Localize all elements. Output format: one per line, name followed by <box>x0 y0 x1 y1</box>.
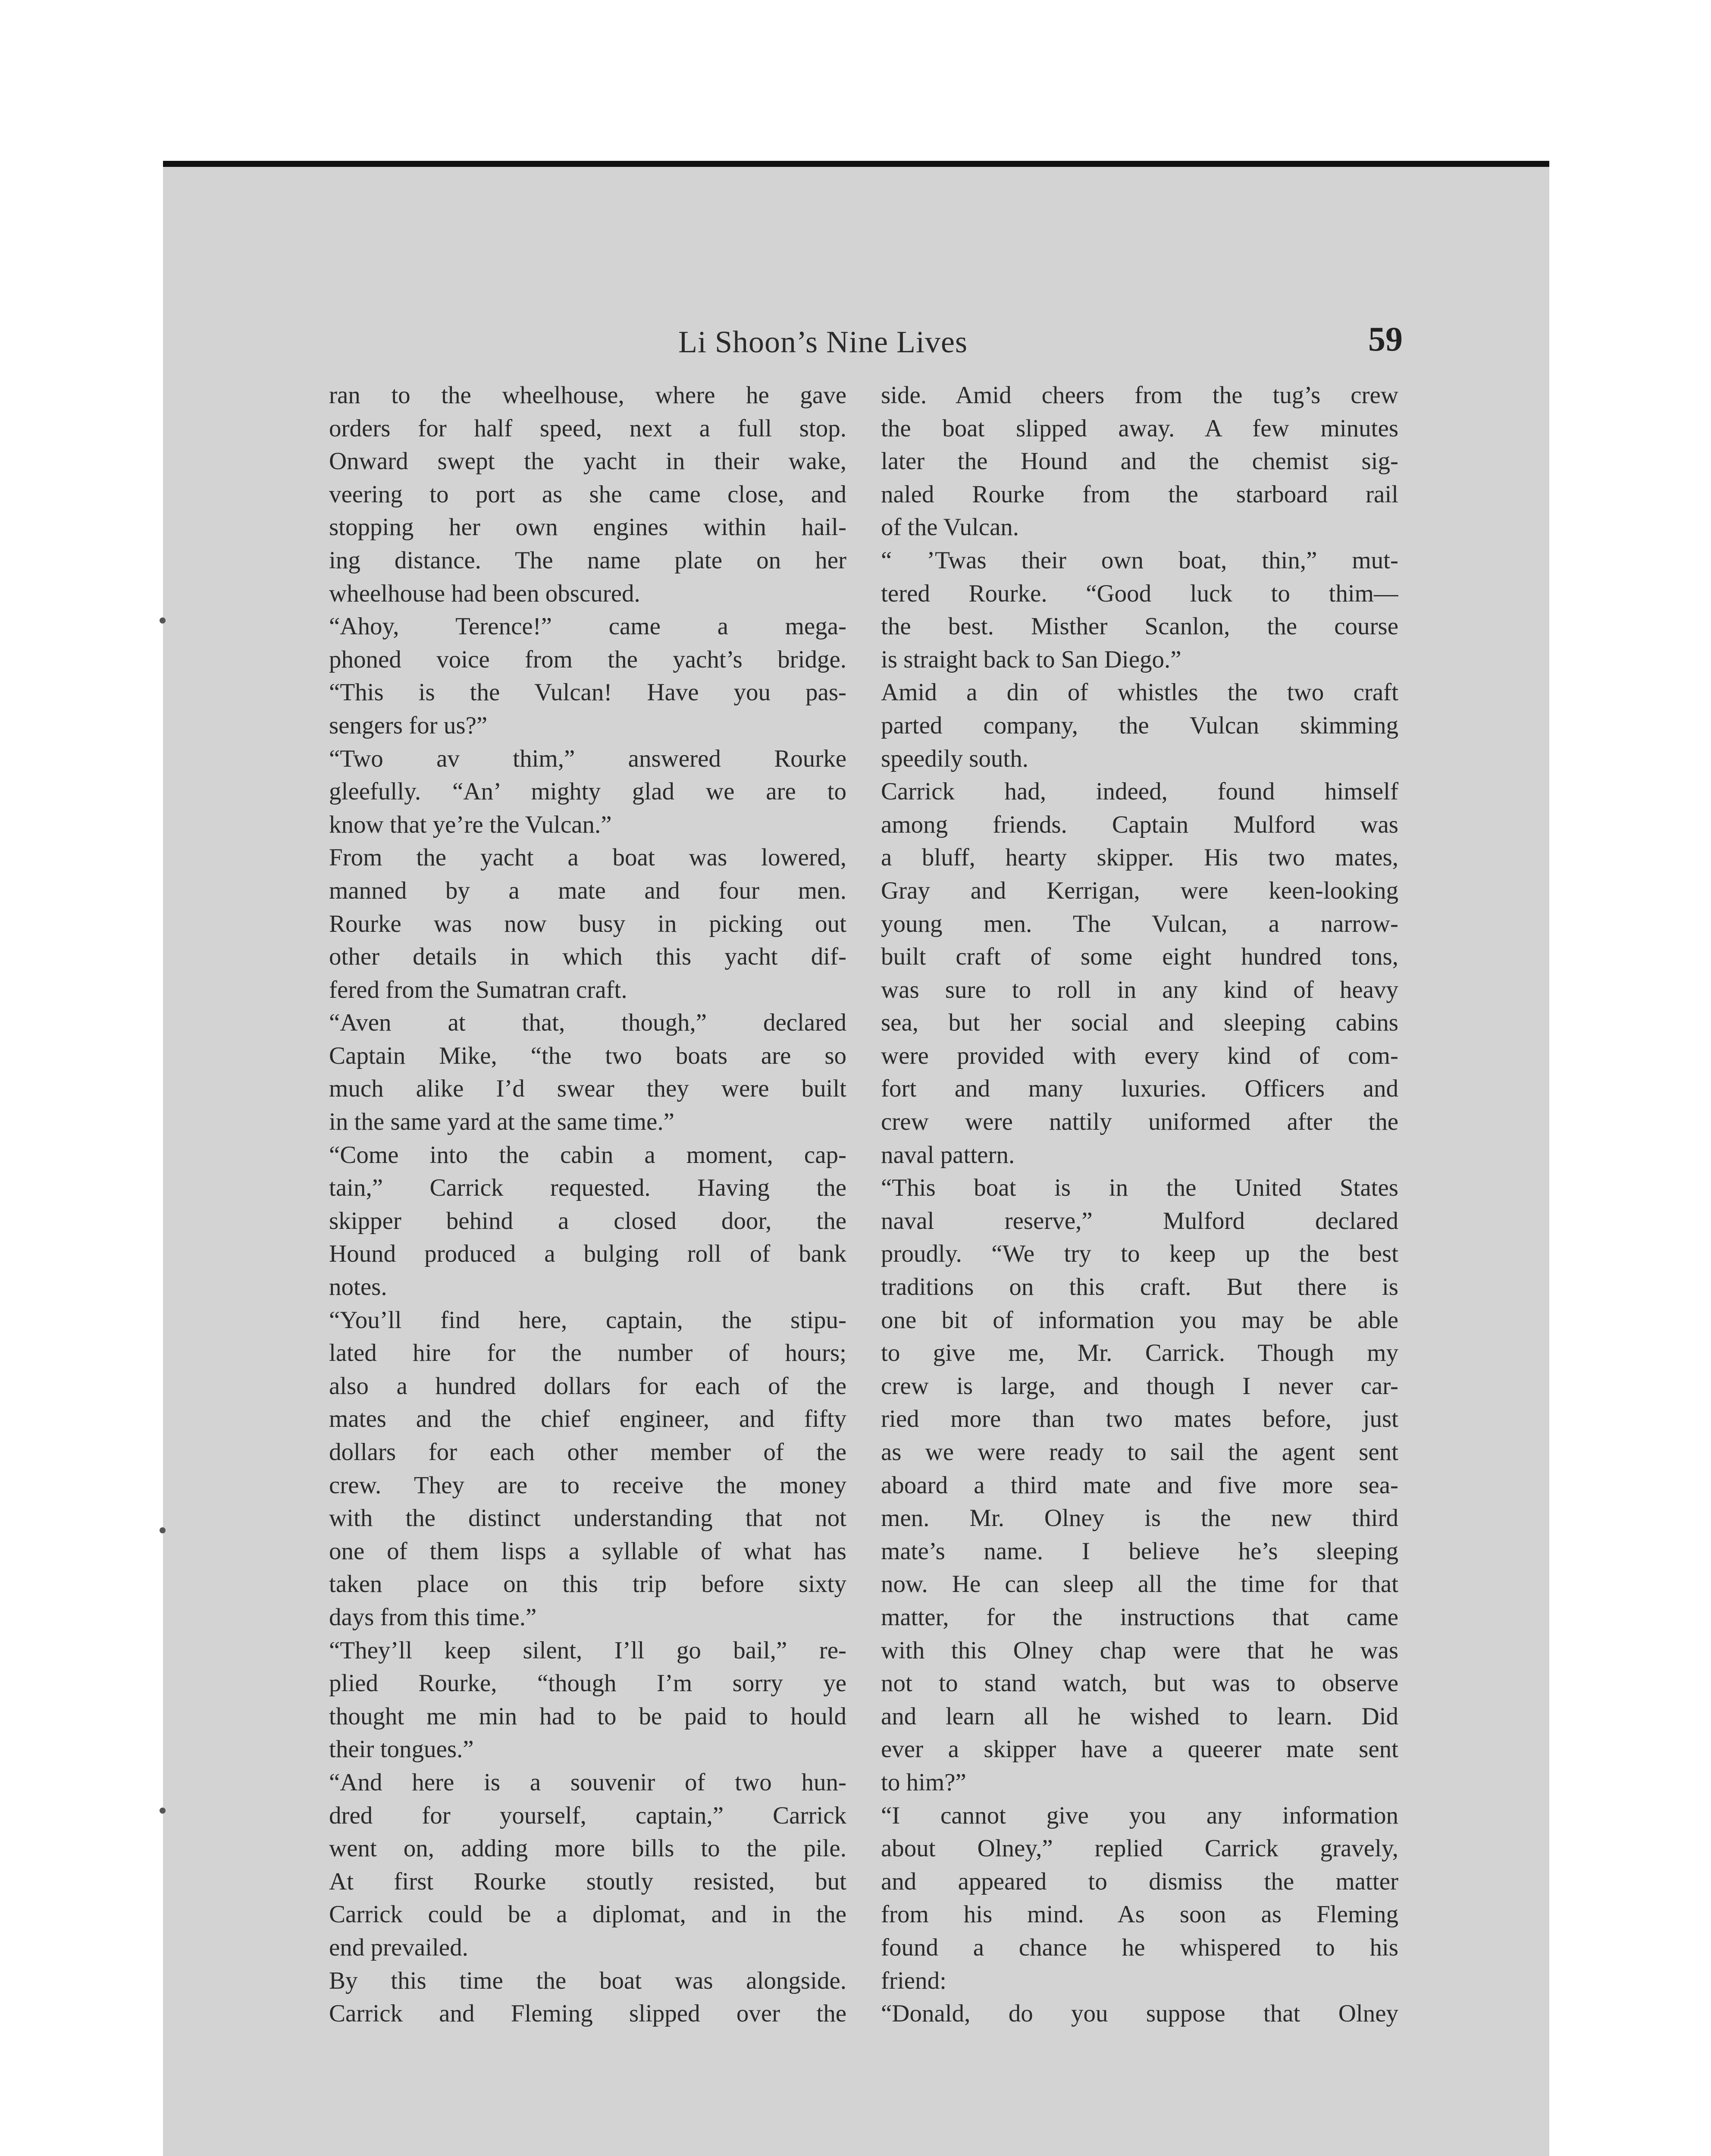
text-line: “ ’Twas their own boat, thin,” mut- <box>881 546 1398 574</box>
text-line: much alike I’d swear they were built <box>329 1075 846 1103</box>
binding-hole <box>160 617 166 624</box>
text-line: found a chance he whispered to his <box>881 1934 1398 1961</box>
text-line: is straight back to San Diego.” <box>881 646 1181 673</box>
text-line: Carrick and Fleming slipped over the <box>329 2000 846 2028</box>
text-line: built craft of some eight hundred tons, <box>881 943 1398 971</box>
text-line: crew. They are to receive the money <box>329 1471 846 1499</box>
text-line: sengers for us?” <box>329 711 488 739</box>
text-line: and appeared to dismiss the matter <box>881 1868 1398 1895</box>
text-line: “They’ll keep silent, I’ll go bail,” re- <box>329 1636 846 1664</box>
text-line: the boat slipped away. A few minutes <box>881 414 1398 442</box>
text-line: “Come into the cabin a moment, cap- <box>329 1141 846 1169</box>
text-line: mate’s name. I believe he’s sleeping <box>881 1537 1398 1565</box>
text-line: ing distance. The name plate on her <box>329 546 846 574</box>
text-line: “You’ll find here, captain, the stipu- <box>329 1306 846 1334</box>
text-line: Carrick could be a diplomat, and in the <box>329 1901 846 1928</box>
text-line: went on, adding more bills to the pile. <box>329 1835 846 1862</box>
text-line: ever a skipper have a queerer mate sent <box>881 1736 1398 1763</box>
text-line: “I cannot give you any information <box>881 1802 1398 1829</box>
text-line: naled Rourke from the starboard rail <box>881 480 1398 508</box>
text-line: “Donald, do you suppose that Olney <box>881 2000 1398 2028</box>
text-line: Captain Mike, “the two boats are so <box>329 1042 846 1069</box>
text-line: one bit of information you may be able <box>881 1306 1398 1334</box>
text-line: From the yacht a boat was lowered, <box>329 844 846 871</box>
text-line: “Two av thim,” answered Rourke <box>329 745 846 772</box>
text-line: the best. Misther Scanlon, the course <box>881 613 1398 640</box>
text-line: not to stand watch, but was to observe <box>881 1670 1398 1697</box>
text-line: crew were nattily uniformed after the <box>881 1108 1398 1136</box>
text-line: among friends. Captain Mulford was <box>881 811 1398 838</box>
text-line: thought me min had to be paid to hould <box>329 1702 846 1730</box>
text-line: a bluff, hearty skipper. His two mates, <box>881 844 1398 871</box>
text-line: notes. <box>329 1273 387 1301</box>
text-line: naval pattern. <box>881 1141 1015 1169</box>
text-line: to him?” <box>881 1768 966 1796</box>
text-line: “This boat is in the United States <box>881 1174 1398 1202</box>
text-line: “This is the Vulcan! Have you pas- <box>329 679 846 706</box>
text-line: skipper behind a closed door, the <box>329 1207 846 1235</box>
text-line: fort and many luxuries. Officers and <box>881 1075 1398 1103</box>
text-line: were provided with every kind of com- <box>881 1042 1398 1069</box>
text-line: wheelhouse had been obscured. <box>329 580 640 607</box>
text-line: plied Rourke, “though I’m sorry ye <box>329 1670 846 1697</box>
text-line: proudly. “We try to keep up the best <box>881 1240 1398 1268</box>
right-column <box>881 379 1398 2031</box>
text-line: “Aven at that, though,” declared <box>329 1009 846 1037</box>
text-line: veering to port as she came close, and <box>329 480 846 508</box>
text-line: tain,” Carrick requested. Having the <box>329 1174 846 1202</box>
text-line: aboard a third mate and five more sea- <box>881 1471 1398 1499</box>
text-line: one of them lisps a syllable of what has <box>329 1537 846 1565</box>
text-line: Carrick had, indeed, found himself <box>881 778 1398 805</box>
text-line: phoned voice from the yacht’s bridge. <box>329 646 846 673</box>
text-line: now. He can sleep all the time for that <box>881 1570 1398 1598</box>
page-header <box>163 320 1549 372</box>
text-line: was sure to roll in any kind of heavy <box>881 976 1398 1003</box>
text-line: with the distinct understanding that not <box>329 1504 846 1532</box>
text-line: Gray and Kerrigan, were keen-looking <box>881 877 1398 904</box>
text-line: Onward swept the yacht in their wake, <box>329 448 846 475</box>
text-line: later the Hound and the chemist sig- <box>881 448 1398 475</box>
text-line: from his mind. As soon as Fleming <box>881 1901 1398 1928</box>
text-line: manned by a mate and four men. <box>329 877 846 904</box>
text-line: days from this time.” <box>329 1603 537 1631</box>
text-line: side. Amid cheers from the tug’s crew <box>881 382 1398 409</box>
text-line: young men. The Vulcan, a narrow- <box>881 910 1398 937</box>
text-line: tered Rourke. “Good luck to thim— <box>881 580 1398 607</box>
text-line: gleefully. “An’ mighty glad we are to <box>329 778 846 805</box>
text-line: By this time the boat was alongside. <box>329 1967 846 1994</box>
text-line: Amid a din of whistles the two craft <box>881 679 1398 706</box>
text-line: fered from the Sumatran craft. <box>329 976 627 1003</box>
text-line: parted company, the Vulcan skimming <box>881 711 1398 739</box>
text-line: other details in which this yacht dif- <box>329 943 846 971</box>
text-line: naval reserve,” Mulford declared <box>881 1207 1398 1235</box>
text-line: “And here is a souvenir of two hun- <box>329 1768 846 1796</box>
text-line: as we were ready to sail the agent sent <box>881 1438 1398 1466</box>
text-line: dollars for each other member of the <box>329 1438 846 1466</box>
text-line: traditions on this craft. But there is <box>881 1273 1398 1301</box>
text-line: ran to the wheelhouse, where he gave <box>329 382 846 409</box>
binding-hole <box>160 1527 166 1533</box>
text-line: of the Vulcan. <box>881 514 1019 541</box>
text-line: their tongues.” <box>329 1736 474 1763</box>
page-number: 59 <box>1368 320 1403 358</box>
text-line: end prevailed. <box>329 1934 468 1961</box>
text-line: men. Mr. Olney is the new third <box>881 1504 1398 1532</box>
text-line: “Ahoy, Terence!” came a mega- <box>329 613 846 640</box>
text-line: in the same yard at the same time.” <box>329 1108 674 1136</box>
book-page <box>163 161 1549 2156</box>
left-column <box>329 379 846 2031</box>
text-line: friend: <box>881 1967 946 1994</box>
running-title: Li Shoon’s Nine Lives <box>678 325 968 359</box>
text-line: crew is large, and though I never car- <box>881 1372 1398 1400</box>
text-line: know that ye’re the Vulcan.” <box>329 811 612 838</box>
text-line: speedily south. <box>881 745 1028 772</box>
text-line: matter, for the instructions that came <box>881 1603 1398 1631</box>
text-line: At first Rourke stoutly resisted, but <box>329 1868 846 1895</box>
text-line: orders for half speed, next a full stop. <box>329 414 846 442</box>
text-line: Hound produced a bulging roll of bank <box>329 1240 846 1268</box>
text-line: to give me, Mr. Carrick. Though my <box>881 1339 1398 1367</box>
text-line: with this Olney chap were that he was <box>881 1636 1398 1664</box>
text-line: lated hire for the number of hours; <box>329 1339 846 1367</box>
text-line: and learn all he wished to learn. Did <box>881 1702 1398 1730</box>
text-line: Rourke was now busy in picking out <box>329 910 846 937</box>
text-line: stopping her own engines within hail- <box>329 514 846 541</box>
text-line: taken place on this trip before sixty <box>329 1570 846 1598</box>
text-line: about Olney,” replied Carrick gravely, <box>881 1835 1398 1862</box>
text-line: also a hundred dollars for each of the <box>329 1372 846 1400</box>
text-line: sea, but her social and sleeping cabins <box>881 1009 1398 1037</box>
text-line: dred for yourself, captain,” Carrick <box>329 1802 846 1829</box>
text-line: ried more than two mates before, just <box>881 1405 1398 1433</box>
text-line: mates and the chief engineer, and fifty <box>329 1405 846 1433</box>
binding-hole <box>160 1808 166 1814</box>
